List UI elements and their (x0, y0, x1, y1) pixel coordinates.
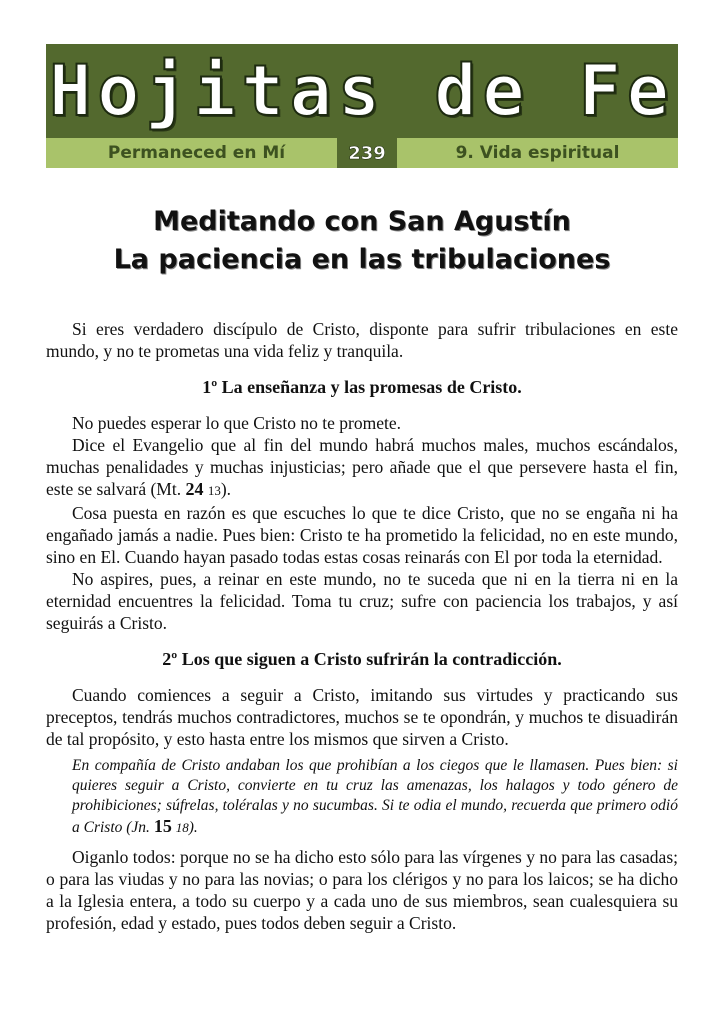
scripture-ref-verse: 13 (207, 483, 221, 498)
publication-title: Hojitas de Fe (49, 50, 675, 132)
section-1-paragraph-2-text: Dice el Evangelio que al fin del mundo habrá muchos males, muchos escándalos, muchas penalidades y muchas injusticias; pero añade que el que persevere hasta el fin, este se salvará (Mt. (46, 435, 678, 499)
section-1-paragraph-4: No aspires, pues, a reinar en este mundo, no te suceda que ni en la tierra ni en la eternidad encuentres la felicidad. Toma tu cruz; sufre con paciencia los trabajos, y así seguirás a Cristo. (46, 569, 678, 633)
series-category: 9. Vida espiritual (455, 143, 620, 163)
masthead (46, 44, 678, 168)
article-title: La paciencia en las tribulaciones (113, 244, 611, 275)
section-1-paragraph-2 (46, 434, 678, 502)
intro-paragraph: Si eres verdadero discípulo de Cristo, disponte para sufrir tribulaciones en este mundo, y no te prometas una vida feliz y tranquila. (46, 319, 678, 361)
article-body (46, 318, 678, 934)
quotation-ref-verse: 18 (175, 820, 189, 835)
quotation-ref-close: ). (188, 819, 198, 836)
quotation-text: En compañía de Cristo andaban los que prohibían a los ciegos que le llamasen. Pues bien: si quieres seguir a Cristo, convierte en tu cruz las amenazas, los halagos y todo género de prohibiciones; súfrelas, toléralas y no sucumbas. Si te odia el mundo, recuerda que primero odió a Cristo (Jn. (72, 757, 678, 836)
section-1-heading: 1º La enseñanza y las promesas de Cristo. (202, 377, 522, 397)
quotation-block (72, 756, 678, 838)
issue-number: 239 (337, 138, 397, 168)
scripture-ref-chapter: 24 (185, 479, 204, 499)
quotation-ref-chapter: 15 (153, 816, 172, 836)
section-1-paragraph-3: Cosa puesta en razón es que escuches lo que te dice Cristo, que no se engaña ni ha engañado jamás a nadie. Pues bien: Cristo te ha prometido la felicidad, no en este mundo, sino en El. Cuando hayan pasado todas estas cosas reinarás con El por toda la eternidad. (46, 503, 678, 567)
masthead-subbar (46, 138, 678, 168)
section-1-paragraph-1: No puedes esperar lo que Cristo no te promete. (72, 413, 402, 433)
masthead-banner (46, 44, 678, 138)
section-2-heading: 2º Los que siguen a Cristo sufrirán la contradicción. (162, 649, 562, 669)
article-kicker: Meditando con San Agustín (153, 206, 571, 237)
scripture-ref-close: ). (220, 479, 232, 499)
article-titles (46, 204, 678, 280)
section-2-paragraph-2: Oiganlo todos: porque no se ha dicho esto sólo para las vírgenes y no para las casadas; o para las viudas y no para las novias; o para los clérigos y no para los laicos; se ha dicho a la Iglesia entera, a todo su cuerpo y a cada uno de sus miembros, sean cualesquiera su profesión, edad y estado, pues todos deben seguir a Cristo. (46, 847, 678, 933)
section-2-paragraph-1: Cuando comiences a seguir a Cristo, imitando sus virtudes y practicando sus preceptos, tendrás muchos contradictores, muchos se te opondrán, y muchos te disuadirán de tal propósito, y esto hasta entre los mismos que sirven a Cristo. (46, 685, 678, 749)
series-title: Permaneced en Mí (107, 143, 286, 163)
